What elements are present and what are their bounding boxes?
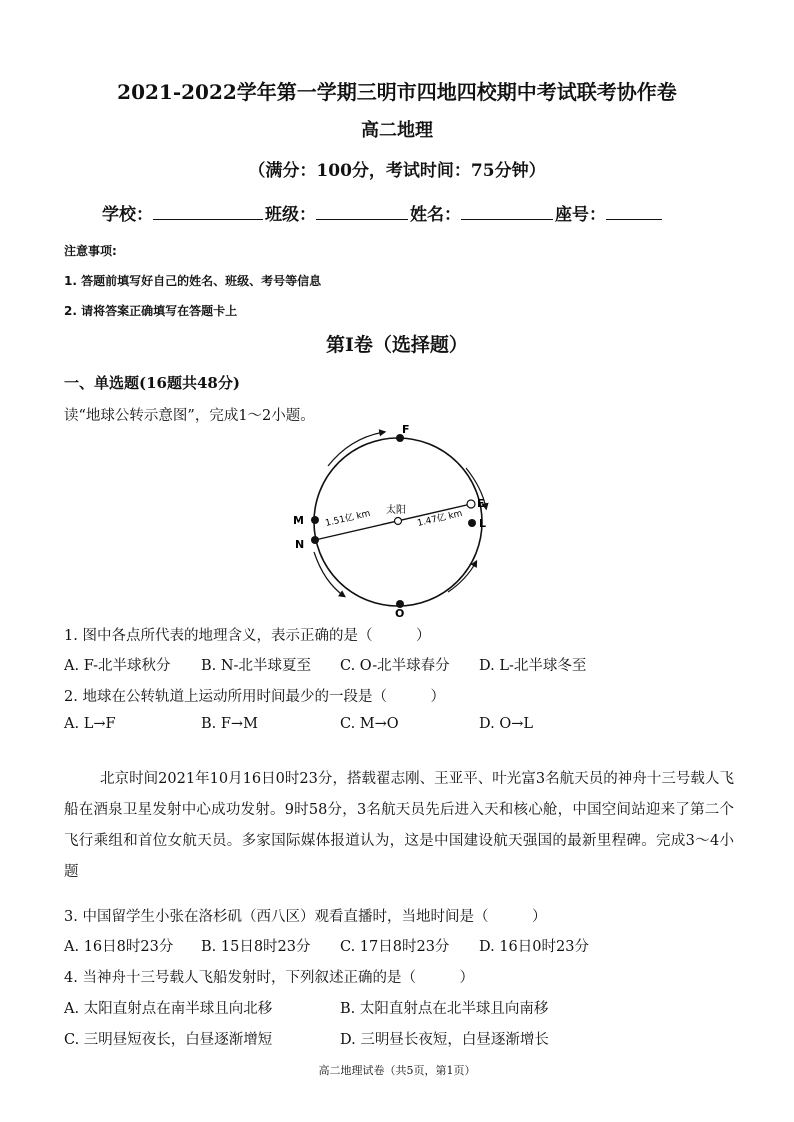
point-m <box>311 516 319 524</box>
question-4-stem: 4. 当神舟十三号载人飞船发射时，下列叙述正确的是（ ） <box>64 970 474 986</box>
question-1-options <box>64 654 734 674</box>
label-l: L <box>479 517 487 530</box>
school-blank[interactable] <box>153 201 263 220</box>
question-1-stem: 1. 图中各点所代表的地理含义，表示正确的是（ ） <box>64 628 431 644</box>
q4-option-c[interactable]: C. 三明昼短夜长，白昼逐渐增短 <box>64 1032 273 1048</box>
point-l <box>468 519 476 527</box>
q3-option-c[interactable]: C. 17日8时23分 <box>340 939 450 955</box>
q2-option-b[interactable]: B. F→M <box>201 716 258 732</box>
question-3-options <box>64 935 734 955</box>
question-2-stem: 2. 地球在公转轨道上运动所用时间最少的一段是（ ） <box>64 689 445 705</box>
q3-option-a[interactable]: A. 16日8时23分 <box>64 939 174 955</box>
q1-option-a[interactable]: A. F-北半球秋分 <box>64 658 171 674</box>
student-info-row <box>102 200 664 225</box>
seat-blank[interactable] <box>606 201 662 220</box>
diagram-intro: 读“地球公转示意图”，完成1～2小题。 <box>64 408 315 424</box>
q1-option-d[interactable]: D. L-北半球冬至 <box>479 658 587 674</box>
score-time: （满分：100分，考试时间：75分钟） <box>248 161 546 181</box>
part-title: 第Ⅰ卷（选择题） <box>326 334 468 356</box>
exam-subject: 高二地理 <box>361 120 433 141</box>
q1-option-b[interactable]: B. N-北半球夏至 <box>201 658 311 674</box>
label-n: N <box>295 538 305 551</box>
name-blank[interactable] <box>461 201 553 220</box>
q4-option-a[interactable]: A. 太阳直射点在南半球且向北移 <box>64 1001 273 1017</box>
label-distance-right: 1.47亿 km <box>416 508 464 529</box>
q4-option-b[interactable]: B. 太阳直射点在北半球且向南移 <box>340 1001 549 1017</box>
reading-passage <box>64 764 734 888</box>
q2-option-a[interactable]: A. L→F <box>64 716 116 732</box>
label-e: E <box>477 497 485 510</box>
class-label: 班级： <box>265 205 316 225</box>
point-e <box>467 500 475 508</box>
label-o: O <box>395 607 405 618</box>
name-label: 姓名： <box>410 205 461 225</box>
section-title: 一、单选题(16题共48分) <box>64 374 240 392</box>
q3-option-d[interactable]: D. 16日0时23分 <box>479 939 589 955</box>
q4-option-d[interactable]: D. 三明昼长夜短，白昼逐渐增长 <box>340 1032 549 1048</box>
question-3-stem: 3. 中国留学生小张在洛杉矶（西八区）观看直播时，当地时间是（ ） <box>64 909 547 925</box>
reading-passage-text: 北京时间2021年10月16日0时23分，搭载翟志刚、王亚平、叶光富3名航天员的神舟十三号载人飞船在酒泉卫星发射中心成功发射。9时58分，3名航天员先后进入天和核心舱，中国空间站迎来了第二个飞行乘组和首位女航天员。多家国际媒体报道认为，这是中国建设航天强国的最新里程碑。完成3～4小题 <box>64 771 734 880</box>
class-blank[interactable] <box>316 201 408 220</box>
point-n <box>311 536 319 544</box>
seat-label: 座号： <box>555 205 606 225</box>
label-distance-left: 1.51亿 km <box>324 508 372 529</box>
school-label: 学校： <box>102 205 153 225</box>
q2-option-d[interactable]: D. O→L <box>479 716 533 732</box>
q1-option-c[interactable]: C. O-北半球春分 <box>340 658 450 674</box>
orbit-diagram <box>280 422 510 618</box>
sun-point <box>395 518 402 525</box>
label-sun: 太阳 <box>386 505 406 516</box>
question-2-options <box>64 716 734 736</box>
label-f: F <box>402 423 410 436</box>
notice-title: 注意事项: <box>64 244 117 258</box>
exam-title: 2021-2022学年第一学期三明市四地四校期中考试联考协作卷 <box>117 80 677 104</box>
notice-item-2: 2. 请将答案正确填写在答题卡上 <box>64 304 238 318</box>
q3-option-b[interactable]: B. 15日8时23分 <box>201 939 311 955</box>
notice-item-1: 1. 答题前填写好自己的姓名、班级、考号等信息 <box>64 274 322 288</box>
label-m: M <box>293 514 304 527</box>
q2-option-c[interactable]: C. M→O <box>340 716 399 732</box>
question-4-options-row2 <box>64 1028 734 1048</box>
question-4-options-row1 <box>64 997 734 1017</box>
page-footer: 高二地理试卷（共5页，第1页） <box>318 1064 476 1077</box>
motion-arrow-bottom-left <box>314 552 344 596</box>
